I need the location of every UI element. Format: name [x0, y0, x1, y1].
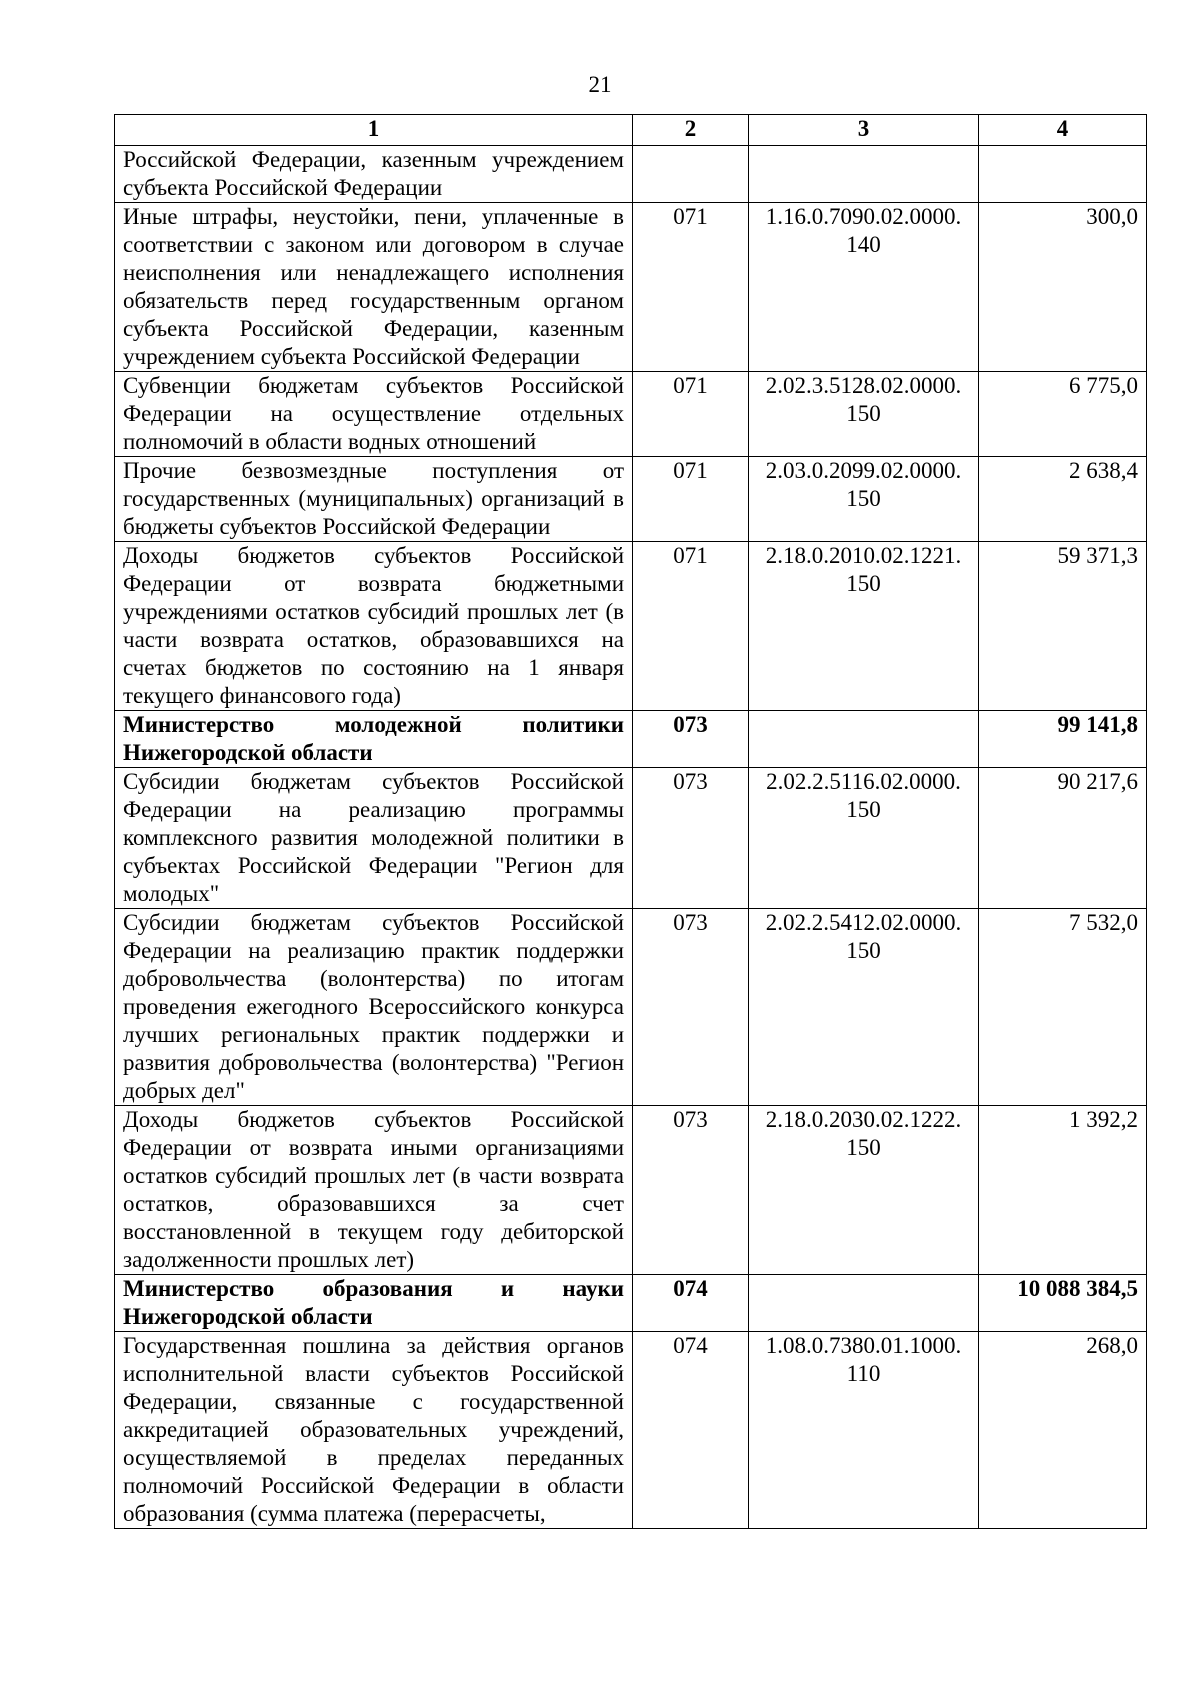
row-amount-cell: 99 141,8	[979, 711, 1147, 768]
row-name-cell: Иные штрафы, неустойки, пени, уплаченные в соответствии с законом или договором в случае неисполнения или ненадлежащего исполнения обязательств перед государственным органом субъекта Российской Федерации, казенным учреждением субъекта Российской Федерации	[115, 203, 633, 372]
row-admin-code-cell: 071	[633, 457, 749, 542]
row-name-cell: Субсидии бюджетам субъектов Российской Федерации на реализацию практик поддержки добровольчества (волонтерства) по итогам проведения ежегодного Всероссийского конкурса лучших региональных практик поддержки и развития добровольчества (волонтерства) "Регион добрых дел"	[115, 909, 633, 1106]
table-row-ministry	[115, 1275, 1147, 1332]
column-header-4: 4	[979, 115, 1147, 146]
row-amount-cell	[979, 146, 1147, 203]
row-classification-code-cell: 1.16.0.7090.02.0000. 140	[749, 203, 979, 372]
column-header-1: 1	[115, 115, 633, 146]
row-classification-code-cell: 2.18.0.2010.02.1221. 150	[749, 542, 979, 711]
table-row	[115, 457, 1147, 542]
row-amount-cell: 2 638,4	[979, 457, 1147, 542]
row-admin-code-cell: 073	[633, 768, 749, 909]
column-header-2: 2	[633, 115, 749, 146]
table-row	[115, 203, 1147, 372]
row-admin-code-cell: 071	[633, 542, 749, 711]
table-header-row	[115, 115, 1147, 146]
row-classification-code-cell	[749, 146, 979, 203]
row-amount-cell: 7 532,0	[979, 909, 1147, 1106]
row-amount-cell: 90 217,6	[979, 768, 1147, 909]
row-amount-cell: 59 371,3	[979, 542, 1147, 711]
row-classification-code-cell: 2.02.2.5116.02.0000. 150	[749, 768, 979, 909]
row-name-cell: Субсидии бюджетам субъектов Российской Федерации на реализацию программы комплексного развития молодежной политики в субъектах Российской Федерации "Регион для молодых"	[115, 768, 633, 909]
row-name-cell: Доходы бюджетов субъектов Российской Федерации от возврата бюджетными учреждениями остатков субсидий прошлых лет (в части возврата остатков, образовавшихся на счетах бюджетов по состоянию на 1 января текущего финансового года)	[115, 542, 633, 711]
table-row	[115, 146, 1147, 203]
budget-revenue-table	[114, 114, 1147, 1529]
row-classification-code-cell: 2.02.3.5128.02.0000. 150	[749, 372, 979, 457]
row-admin-code-cell: 071	[633, 203, 749, 372]
row-name-cell: Субвенции бюджетам субъектов Российской Федерации на осуществление отдельных полномочий в области водных отношений	[115, 372, 633, 457]
row-name-cell: Прочие безвозмездные поступления от государственных (муниципальных) организаций в бюджеты субъектов Российской Федерации	[115, 457, 633, 542]
table-row	[115, 768, 1147, 909]
column-header-3: 3	[749, 115, 979, 146]
row-name-cell: Государственная пошлина за действия органов исполнительной власти субъектов Российской Федерации, связанные с государственной аккредитацией образовательных учреждений, осуществляемой в пределах переданных полномочий Российской Федерации в области образования (сумма платежа (перерасчеты,	[115, 1332, 633, 1529]
row-classification-code-cell: 2.03.0.2099.02.0000. 150	[749, 457, 979, 542]
row-name-cell: Министерство образования и науки Нижегородской области	[115, 1275, 633, 1332]
row-name-cell: Министерство молодежной политики Нижегородской области	[115, 711, 633, 768]
row-admin-code-cell: 073	[633, 711, 749, 768]
row-amount-cell: 6 775,0	[979, 372, 1147, 457]
row-amount-cell: 1 392,2	[979, 1106, 1147, 1275]
row-amount-cell: 10 088 384,5	[979, 1275, 1147, 1332]
table-row	[115, 1106, 1147, 1275]
table-row	[115, 372, 1147, 457]
table-row	[115, 909, 1147, 1106]
row-classification-code-cell	[749, 711, 979, 768]
table-row-ministry	[115, 711, 1147, 768]
row-classification-code-cell: 2.02.2.5412.02.0000. 150	[749, 909, 979, 1106]
row-classification-code-cell: 2.18.0.2030.02.1222. 150	[749, 1106, 979, 1275]
row-admin-code-cell: 071	[633, 372, 749, 457]
page-number: 21	[588, 72, 612, 97]
row-admin-code-cell: 074	[633, 1332, 749, 1529]
row-amount-cell: 268,0	[979, 1332, 1147, 1529]
row-admin-code-cell: 073	[633, 1106, 749, 1275]
table-row	[115, 1332, 1147, 1529]
row-amount-cell: 300,0	[979, 203, 1147, 372]
row-admin-code-cell: 074	[633, 1275, 749, 1332]
row-admin-code-cell: 073	[633, 909, 749, 1106]
row-classification-code-cell: 1.08.0.7380.01.1000. 110	[749, 1332, 979, 1529]
table-row	[115, 542, 1147, 711]
row-classification-code-cell	[749, 1275, 979, 1332]
row-admin-code-cell	[633, 146, 749, 203]
row-name-cell: Доходы бюджетов субъектов Российской Федерации от возврата иными организациями остатков субсидий прошлых лет (в части возврата остатков, образовавшихся за счет восстановленной в текущем году дебиторской задолженности прошлых лет)	[115, 1106, 633, 1275]
row-name-cell: Российской Федерации, казенным учреждением субъекта Российской Федерации	[115, 146, 633, 203]
